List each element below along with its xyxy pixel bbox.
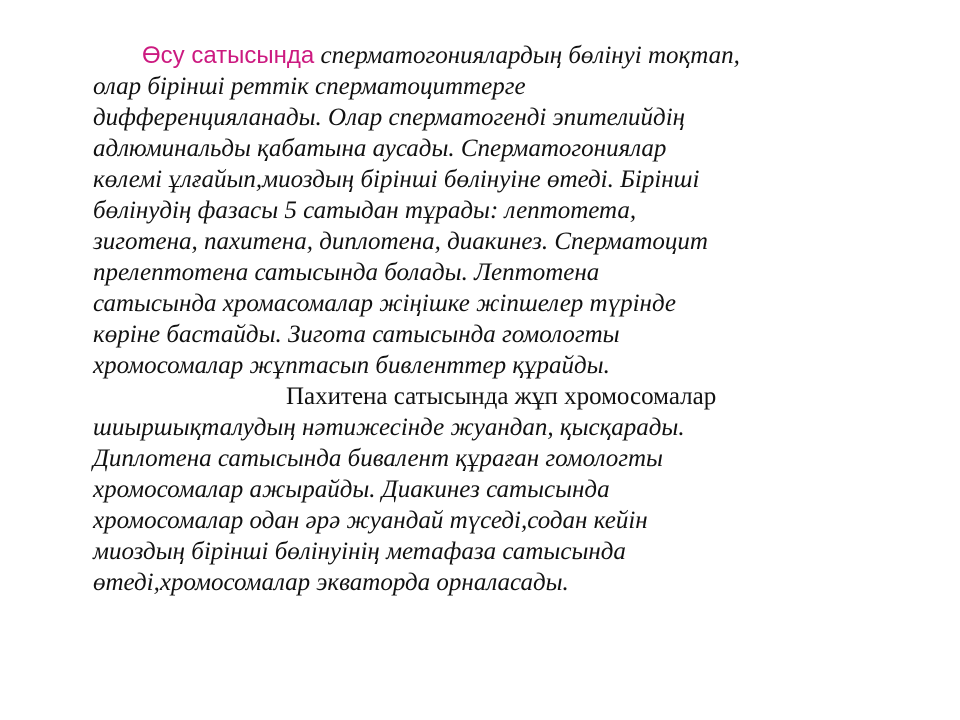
text-line-17: миоздың бірінші бөлінуінің метафаза сатысында	[93, 538, 626, 565]
text-line-1	[93, 40, 893, 71]
text-line-2: олар бірінші реттік сперматоциттерге	[93, 73, 526, 100]
text-line-18: өтеді,хромосомалар экваторда орналасады.	[93, 569, 569, 596]
text-line-8: прелептотена сатысында болады. Лептотена	[93, 259, 600, 286]
text-line-6: бөлінудің фазасы 5 сатыдан тұрады: лептотета,	[93, 197, 637, 224]
text-line-12: Пахитена сатысында жұп хромосомалар	[286, 383, 717, 410]
highlighted-lead: Өсу сатысында	[142, 42, 315, 69]
text-line-13: шиыршықталудың нәтижесінде жуандап, қысқарады.	[93, 414, 685, 441]
text-line-5: көлемі ұлғайып,миоздың бірінші бөлінуіне өтеді. Бірінші	[93, 166, 700, 193]
text-line-16: хромосомалар одан әрә жуандай түседі,содан кейін	[93, 507, 648, 534]
text-line-1-rest: сперматогониялардың бөлінуі тоқтап,	[314, 42, 740, 69]
text-line-7: зиготена, пахитена, диплотена, диакинез. Сперматоцит	[93, 228, 708, 255]
text-line-10: көріне бастайды. Зигота сатысында гомологты	[93, 321, 620, 348]
body-text	[93, 40, 893, 598]
text-line-9: сатысында хромасомалар жіңішке жіпшелер түрінде	[93, 290, 676, 317]
text-line-4: адлюминальды қабатына аусады. Сперматогониялар	[93, 135, 667, 162]
text-line-11: хромосомалар жұптасып бивленттер құрайды.	[93, 352, 610, 379]
text-line-3: дифференцияланады. Олар сперматогенді эпителийдің	[93, 104, 686, 131]
text-line-15: хромосомалар ажырайды. Диакинез сатысында	[93, 476, 610, 503]
text-line-14: Диплотена сатысында бивалент құраған гомологты	[93, 445, 663, 472]
